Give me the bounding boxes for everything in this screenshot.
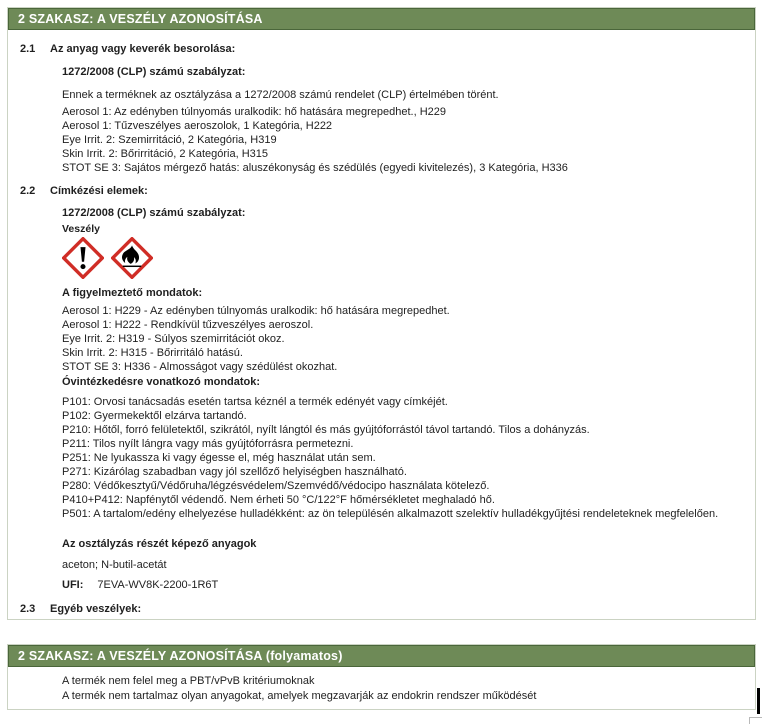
precautionary-statement-line: P102: Gyermekektől elzárva tartandó. [62,410,247,422]
hazard-statement-line: Skin Irrit. 2: H315 - Bőrirritáló hatású. [62,347,243,359]
ghs02-flame-icon [111,237,153,279]
section-2-header-title: 2 SZAKASZ: A VESZÉLY AZONOSÍTÁSA [18,12,263,26]
precautionary-statement-line: P101: Orvosi tanácsadás esetén tartsa kéznél a termék edényét vagy címkéjét. [62,396,448,408]
continuation-line: A termék nem tartalmaz olyan anyagokat, amelyek megzavarják az endokrin rendszer működését [62,690,537,702]
classification-line: Skin Irrit. 2: Bőrirritáció, 2 Kategória, H315 [62,148,269,160]
hazard-statement-line: Aerosol 1: H229 - Az edényben túlnyomás uralkodik: hő hatására megrepedhet. [62,305,450,317]
ufi-value: 7EVA-WV8K-2200-1R6T [97,579,219,591]
hazard-statements-heading: A figyelmeztető mondatok: [62,287,203,299]
precautionary-statements-heading: Óvintézkedésre vonatkozó mondatok: [62,376,261,388]
hazard-statement-line: STOT SE 3: H336 - Almosságot vagy szédülést okozhat. [62,361,338,373]
subsection-2-1-number: 2.1 [20,43,36,55]
precautionary-statement-line: P410+P412: Napfénytől védendő. Nem érheti 50 °C/122°F hőmérsékletet meghaladó hő. [62,494,495,506]
section-2-header-bar [8,8,755,30]
precautionary-statement-line: P251: Ne lyukassza ki vagy égesse el, még használat után sem. [62,452,376,464]
section-2-continuation-box [7,644,756,710]
precautionary-statement-line: P211: Tilos nyílt lángra vagy más gyújtóforrásra permetezni. [62,438,354,450]
section-2-continuation-header-title: 2 SZAKASZ: A VESZÉLY AZONOSÍTÁSA (folyamatos) [18,649,343,663]
clp-regulation-heading-2: 1272/2008 (CLP) számú szabályzat: [62,207,246,219]
section-2-continuation-header-bar [8,645,755,667]
precautionary-statement-line: P271: Kizárólag szabadban vagy jól szellőző helyiségben használható. [62,466,407,478]
subsection-2-2-title: Címkézési elemek: [50,185,148,197]
clp-regulation-heading-1: 1272/2008 (CLP) számú szabályzat: [62,66,246,78]
subsection-2-1-row [8,42,755,56]
section-2-box [7,7,756,620]
classification-line: Aerosol 1: Az edényben túlnyomás uralkodik: hő hatására megrepedhet., H229 [62,106,447,118]
classification-line: STOT SE 3: Sajátos mérgező hatás: aluszékonyság és szédülés (egyedi kivitelezés), 3 Kategória, H336 [62,162,568,174]
classification-components-value: aceton; N-butil-acetát [62,559,167,571]
subsection-2-2-row [8,184,755,198]
signal-word: Veszély [62,223,100,235]
classification-list [62,105,740,175]
text-cursor-artifact [757,688,760,714]
subsection-2-3-title: Egyéb veszélyek: [50,603,142,615]
hazard-statement-line: Aerosol 1: H222 - Rendkívül tűzveszélyes aeroszol. [62,319,314,331]
ghs07-exclamation-icon [62,237,104,279]
ufi-label: UFI: [62,579,84,591]
precautionary-statement-line: P501: A tartalom/edény elhelyezése hulladékként: az ön településén alkalmazott szelektív hulladékgyűjtési rendeleteknek megfelelően. [62,508,719,520]
hazard-statements-list [62,304,740,374]
subsection-2-3-number: 2.3 [20,603,36,615]
section-2-content [8,42,755,616]
precautionary-statement-line: P210: Hőtől, forró felületektől, szikrától, nyílt lángtól és más gyújtóforrástól távol tartandó. Tilos a dohányzás. [62,424,590,436]
hazard-statement-line: Eye Irrit. 2: H319 - Súlyos szemirritációt okoz. [62,333,285,345]
precautionary-statements-list [62,395,740,521]
ufi-row [62,578,740,592]
classification-line: Eye Irrit. 2: Szemirritáció, 2 Kategória, H319 [62,134,277,146]
classification-intro-text: Ennek a terméknek az osztályzása a 1272/2008 számú rendelet (CLP) értelmében törént. [62,89,499,101]
subsection-2-2-number: 2.2 [20,185,36,197]
precautionary-statement-line: P280: Védőkesztyű/Védőruha/légzésvédelem/Szemvédő/védocipo használata kötelező. [62,480,490,492]
subsection-2-1-title: Az anyag vagy keverék besorolása: [50,43,236,55]
corner-artifact [749,717,762,724]
classification-line: Aerosol 1: Tűzveszélyes aeroszolok, 1 Kategória, H222 [62,120,333,132]
continuation-lines [8,674,755,704]
classification-components-heading: Az osztályzás részét képező anyagok [62,538,257,550]
continuation-line: A termék nem felel meg a PBT/vPvB kritériumoknak [62,675,315,687]
subsection-2-3-row [8,602,755,616]
ghs-pictograms [62,237,740,279]
